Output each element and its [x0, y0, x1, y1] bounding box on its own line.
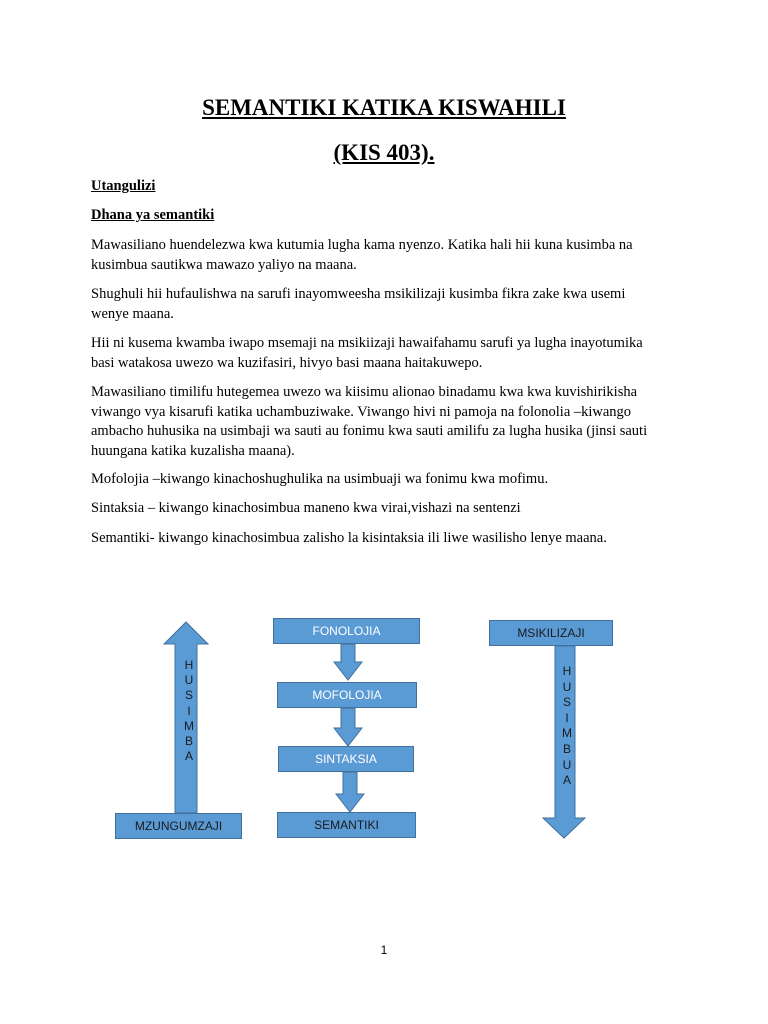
box-fonolojia: FONOLOJIA [273, 618, 420, 644]
down-arrow [334, 708, 362, 746]
paragraph [91, 334, 691, 373]
paragraph-line: Shughuli hii hufaulishwa na sarufi inayomweesha msikilizaji kusimba fikra zake kwa usemi [91, 286, 626, 302]
arrow-letter: U [562, 679, 572, 694]
paragraph-line: viwango vya kisarufi katika uchambuziwake. Viwango hivi ni pamoja na folonolia –kiwango [91, 403, 632, 420]
paragraph [91, 285, 691, 324]
arrow-letter: I [565, 710, 569, 725]
arrow-letter: U [184, 673, 194, 688]
paragraph [91, 529, 691, 549]
paragraph-line: Hii ni kusema kwamba iwapo msemaji na msikiizaji hawaifahamu sarufi ya lugha inayotumika [91, 335, 643, 351]
husimbua-label [560, 664, 574, 789]
heading-dhana-ya-semantiki: Dhana ya semantiki [91, 207, 215, 223]
document-title: SEMANTIKI KATIKA KISWAHILI [202, 95, 566, 120]
arrow-letter: S [184, 688, 193, 703]
paragraph [91, 236, 691, 275]
box-sintaksia: SINTAKSIA [278, 746, 414, 772]
arrow-letter: B [562, 741, 571, 756]
box-mofolojia: MOFOLOJIA [277, 682, 417, 708]
box-msikilizaji: MSIKILIZAJI [489, 620, 613, 646]
page-number: 1 [380, 943, 388, 957]
arrow-letter: H [184, 658, 194, 672]
arrow-letter: A [562, 773, 571, 788]
paragraph-line: kusimbua sautikwa mawazo yaliyo na maana. [91, 256, 357, 273]
course-code-title: (KIS 403). [333, 140, 435, 165]
heading-utangulizi: Utangulizi [91, 178, 156, 194]
box-mzungumzaji: MZUNGUMZAJI [115, 813, 242, 839]
paragraph [91, 383, 691, 461]
paragraph-line: Mawasiliano timilifu hutegemea uwezo wa kiisimu alionao binadamu kwa kwa kuvishirikisha [91, 384, 638, 400]
paragraph-line: Sintaksia – kiwango kinachosimbua maneno kwa virai,vishazi na sentenzi [91, 500, 521, 516]
paragraph-line: Semantiki- kiwango kinachosimbua zalisho la kisintaksia ili liwe wasilisho lenye maana. [91, 530, 607, 546]
paragraph-line: huungana katika kuzalisha maana). [91, 442, 295, 459]
paragraph [91, 470, 691, 490]
paragraph [91, 499, 691, 519]
paragraph-line: basi watakosa uwezo wa kuzifasiri, hivyo basi maana haitakuwepo. [91, 354, 483, 371]
arrow-letter: A [184, 749, 193, 764]
husimba-label [182, 658, 196, 764]
arrow-letter: M [184, 718, 194, 733]
paragraph-line: Mawasiliano huendelezwa kwa kutumia lugha kama nyenzo. Katika hali hii kuna kusimba na [91, 237, 633, 253]
down-arrow [334, 644, 362, 680]
arrow-letter: I [187, 703, 191, 718]
paragraph-line: ambacho huhusika na usimbaji wa sauti au fonimu kwa sauti amilifu za lugha husika (jinsi sauti [91, 423, 648, 439]
box-semantiki: SEMANTIKI [277, 812, 416, 838]
arrow-letter: S [562, 695, 571, 710]
arrow-letter: M [562, 726, 572, 741]
paragraph-line: Mofolojia –kiwango kinachoshughulika na usimbuaji wa fonimu kwa mofimu. [91, 471, 549, 487]
paragraph-line: wenye maana. [91, 305, 174, 322]
linguistic-levels-diagram [0, 600, 768, 860]
arrow-letter: B [184, 734, 193, 749]
arrow-letter: H [562, 664, 572, 678]
arrow-letter: U [562, 757, 572, 772]
down-arrow [336, 772, 364, 812]
